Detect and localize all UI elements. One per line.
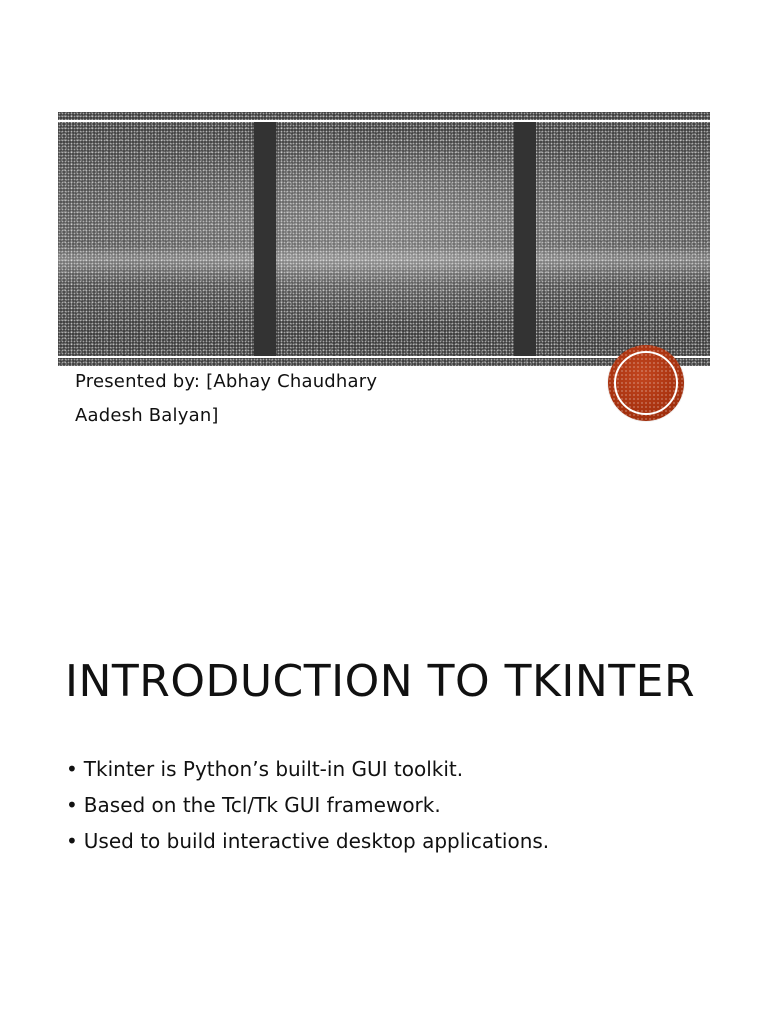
- banner-haze: [58, 112, 710, 366]
- emblem-ring: [614, 351, 678, 415]
- bullet-icon: •: [66, 829, 78, 853]
- presenter-line-2: Aadesh Balyan]: [75, 405, 219, 426]
- bullet-item: [66, 756, 549, 792]
- circle-emblem-icon: [608, 345, 684, 421]
- banner-bottom-line: [58, 356, 710, 358]
- bullet-text: Tkinter is Python’s built-in GUI toolkit.: [83, 757, 464, 781]
- slide-title: INTRODUCTION TO TKINTER: [65, 656, 696, 707]
- bullet-list: [66, 756, 549, 864]
- bullet-text: Used to build interactive desktop applications.: [83, 829, 550, 853]
- bullet-text: Based on the Tcl/Tk GUI framework.: [83, 793, 441, 817]
- banner-divider-left: [254, 120, 276, 358]
- bullet-item: [66, 792, 549, 828]
- presenter-line-1: Presented by: [Abhay Chaudhary: [75, 371, 378, 392]
- bullet-icon: •: [66, 793, 78, 817]
- bullet-icon: •: [66, 757, 78, 781]
- banner-top-line: [58, 120, 710, 122]
- bullet-item: [66, 828, 549, 864]
- banner-divider-right: [514, 120, 536, 358]
- header-banner-image: [58, 112, 710, 366]
